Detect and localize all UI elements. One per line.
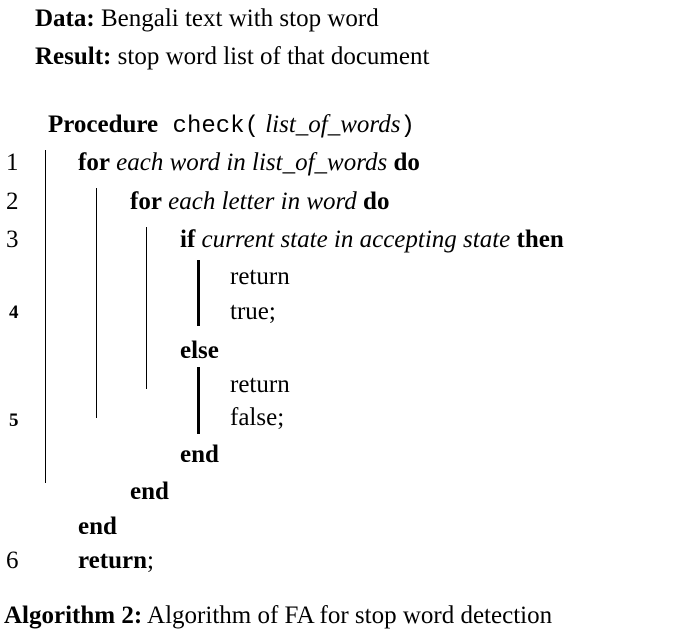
algorithm-caption bbox=[4, 601, 552, 631]
end-if-keyword: end bbox=[180, 441, 219, 468]
line-2-for-each-letter bbox=[130, 187, 389, 217]
do-keyword: do bbox=[393, 149, 420, 176]
for-keyword: for bbox=[130, 188, 162, 215]
for-expression: each letter in word bbox=[161, 188, 364, 215]
line-number-2: 2 bbox=[6, 188, 19, 215]
procedure-scope-bar bbox=[45, 150, 46, 483]
return-false-value: false; bbox=[230, 404, 285, 431]
line-3-if-accepting bbox=[180, 225, 564, 255]
line-number-6: 6 bbox=[6, 547, 19, 574]
if-keyword: if bbox=[180, 226, 196, 253]
line-6-return bbox=[78, 546, 154, 576]
outer-for-scope-bar bbox=[96, 188, 97, 418]
line-1-for-each-word bbox=[78, 148, 420, 178]
data-text: Bengali text with stop word bbox=[94, 5, 379, 32]
procedure-header bbox=[48, 110, 415, 142]
line-number-1: 1 bbox=[6, 149, 19, 176]
end-outer-for-keyword: end bbox=[78, 513, 117, 540]
procedure-param: list_of_words bbox=[258, 111, 401, 138]
if-condition: current state in accepting state bbox=[195, 226, 517, 253]
line-number-5: 5 bbox=[9, 410, 19, 431]
caption-text: Algorithm of FA for stop word detection bbox=[142, 602, 553, 629]
result-line bbox=[35, 42, 429, 72]
return-semicolon: ; bbox=[146, 547, 154, 574]
for-expression: each word in list_of_words bbox=[109, 149, 394, 176]
end-inner-for-keyword: end bbox=[130, 478, 169, 505]
else-branch-scope-bar bbox=[197, 367, 200, 434]
for-keyword: for bbox=[78, 149, 110, 176]
result-label: Result: bbox=[35, 43, 112, 70]
return-keyword: return bbox=[78, 547, 147, 574]
result-text: stop word list of that document bbox=[111, 43, 430, 70]
return-true-value: true; bbox=[230, 298, 276, 325]
procedure-name: check( bbox=[158, 113, 259, 140]
return-false-keyword: return bbox=[230, 371, 290, 398]
procedure-close: ) bbox=[400, 113, 415, 140]
do-keyword: do bbox=[363, 188, 390, 215]
then-branch-scope-bar bbox=[197, 260, 200, 326]
procedure-keyword: Procedure bbox=[48, 111, 159, 138]
caption-label: Algorithm 2: bbox=[4, 602, 143, 629]
line-number-3: 3 bbox=[6, 226, 19, 253]
data-label: Data: bbox=[35, 5, 95, 32]
else-keyword: else bbox=[180, 337, 219, 364]
data-line bbox=[35, 4, 379, 34]
line-number-4: 4 bbox=[9, 302, 19, 323]
then-keyword: then bbox=[516, 226, 564, 253]
inner-for-scope-bar bbox=[146, 227, 147, 389]
return-true-keyword: return bbox=[230, 263, 290, 290]
